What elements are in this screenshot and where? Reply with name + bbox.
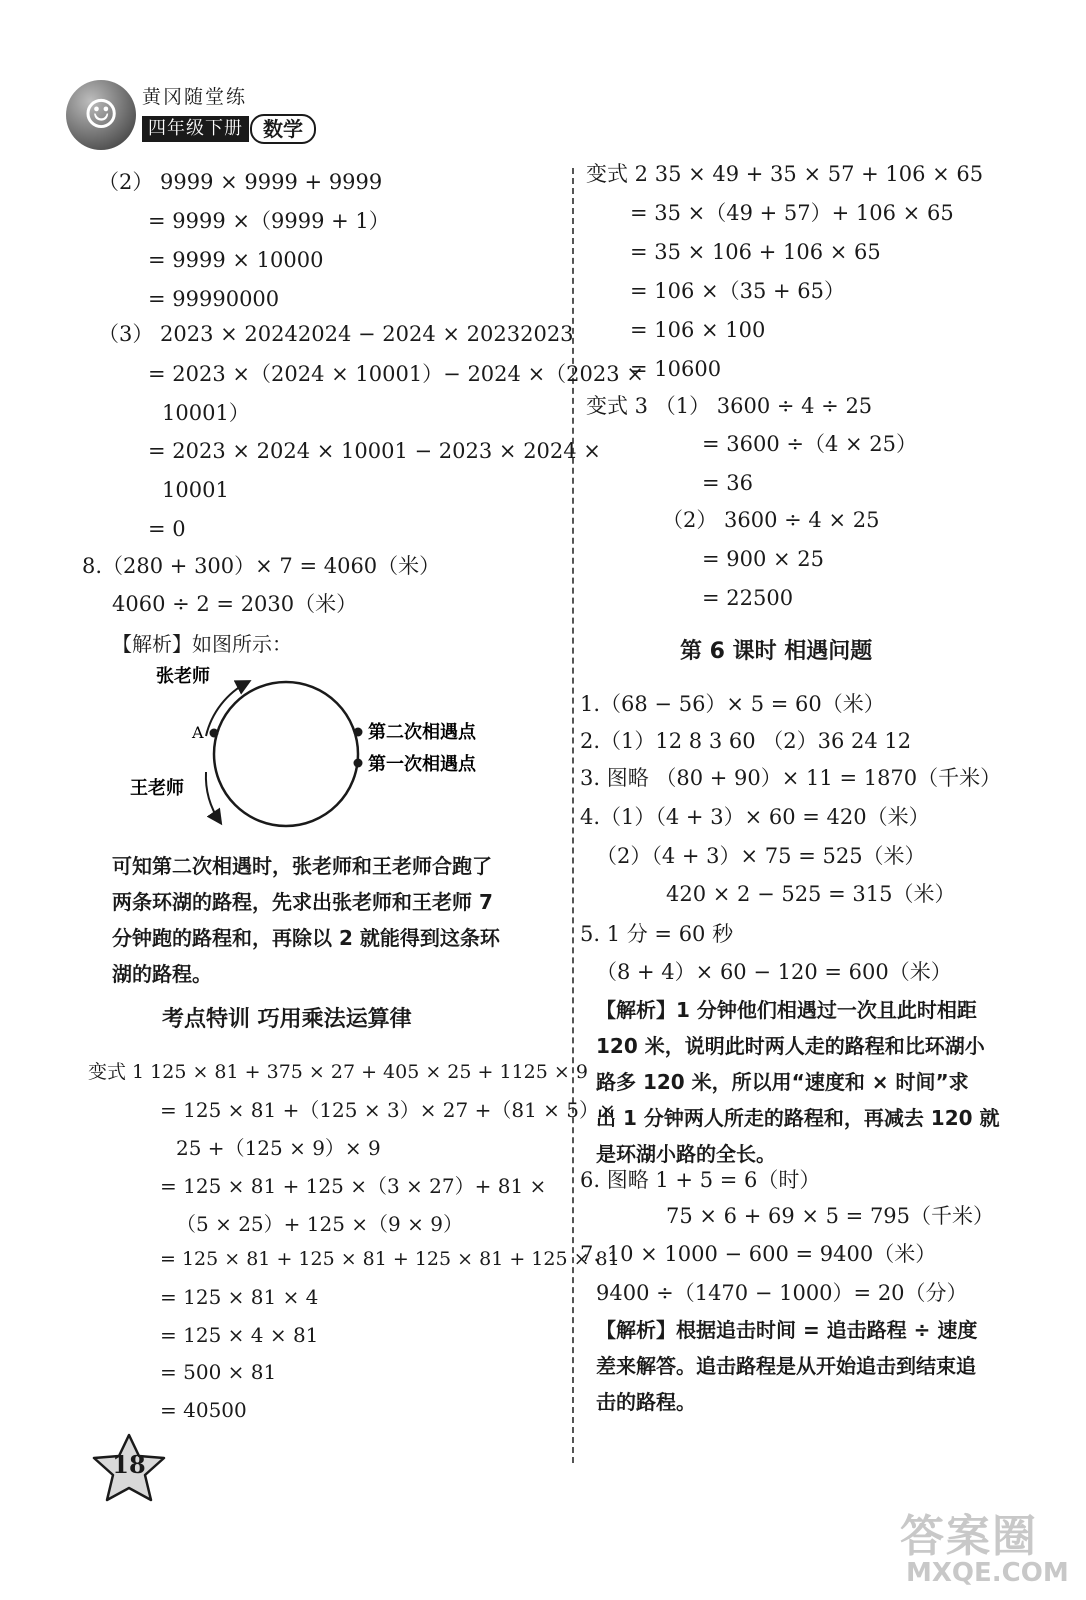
left-line: （3） 2023 × 20242024 − 2024 × 20232023 bbox=[98, 322, 574, 346]
right-line: （2）（4 + 3）× 75 = 525（米） bbox=[596, 844, 926, 868]
right-paragraph-line: 是环湖小路的全长。 bbox=[596, 1142, 776, 1166]
right-line: = 35 ×（49 + 57）+ 106 × 65 bbox=[630, 201, 954, 225]
left-paragraph-line: 可知第二次相遇时，张老师和王老师合跑了 bbox=[112, 854, 492, 878]
grade-label: 四年级下册 bbox=[142, 116, 249, 142]
section-heading: 考点特训 巧用乘法运算律 bbox=[162, 1007, 412, 1032]
left-line: = 0 bbox=[148, 517, 186, 541]
series-title: 黄冈随堂练 bbox=[142, 86, 248, 108]
lake-circle bbox=[214, 682, 358, 826]
teacher-zhang-label: 张老师 bbox=[156, 666, 210, 687]
first-meet-label: 第一次相遇点 bbox=[368, 754, 476, 775]
smiley-icon: ☺ bbox=[66, 80, 136, 150]
right-paragraph-line: 出 1 分钟两人所走的路程和，再减去 120 就 bbox=[596, 1106, 1000, 1130]
right-line: 420 × 2 − 525 = 315（米） bbox=[666, 882, 956, 906]
left-line: 8.（280 + 300）× 7 = 4060（米） bbox=[82, 554, 441, 578]
right-paragraph-line: 120 米，说明此时两人走的路程和比环湖小 bbox=[596, 1034, 985, 1058]
page-number: 18 bbox=[112, 1450, 146, 1479]
right-line: = 106 ×（35 + 65） bbox=[630, 279, 846, 303]
watermark-logo: 答案圈 bbox=[900, 1511, 1038, 1562]
right-line: 4.（1）（4 + 3）× 60 = 420（米） bbox=[580, 805, 930, 829]
right-line: = 35 × 106 + 106 × 65 bbox=[630, 240, 881, 264]
zhang-arrow bbox=[206, 682, 248, 736]
left-line: = 500 × 81 bbox=[160, 1360, 277, 1384]
right-line: 3. 图略 （80 + 90）× 11 = 1870（千米） bbox=[580, 766, 1002, 790]
left-line: = 9999 × 10000 bbox=[148, 248, 324, 272]
right-line: （2） 3600 ÷ 4 × 25 bbox=[662, 508, 880, 532]
right-line: 75 × 6 + 69 × 5 = 795（千米） bbox=[666, 1204, 995, 1228]
left-line: = 40500 bbox=[160, 1398, 247, 1422]
left-line: = 99990000 bbox=[148, 287, 280, 311]
right-paragraph-line: 击的路程。 bbox=[596, 1390, 696, 1414]
track-diagram bbox=[120, 660, 520, 840]
left-line: = 125 × 81 + 125 ×（3 × 27）+ 81 × bbox=[160, 1174, 547, 1198]
right-line: 2.（1）12 8 3 60 （2）36 24 12 bbox=[580, 729, 912, 753]
left-line: = 2023 × 2024 × 10001 − 2023 × 2024 × bbox=[148, 439, 601, 463]
watermark-url: MXQE.COM bbox=[906, 1558, 1069, 1588]
left-paragraph-line: 两条环湖的路程，先求出张老师和王老师 7 bbox=[112, 890, 493, 914]
point-a-dot bbox=[210, 729, 219, 738]
right-line: 变式 3 （1） 3600 ÷ 4 ÷ 25 bbox=[586, 394, 873, 418]
second-meet-label: 第二次相遇点 bbox=[368, 722, 476, 743]
book-logo bbox=[64, 78, 344, 168]
left-line: = 9999 ×（9999 + 1） bbox=[148, 209, 390, 233]
first-meet-dot bbox=[354, 759, 363, 768]
left-line: = 125 × 81 × 4 bbox=[160, 1285, 319, 1309]
second-meet-dot bbox=[354, 728, 363, 737]
point-a-label: A bbox=[192, 723, 204, 742]
left-line: = 125 × 81 +（125 × 3）× 27 +（81 × 5）× bbox=[160, 1098, 616, 1122]
watermark bbox=[900, 1500, 1070, 1596]
left-paragraph-line: 分钟跑的路程和，再除以 2 就能得到这条环 bbox=[112, 926, 500, 950]
subject-badge: 数学 bbox=[250, 114, 316, 144]
right-line: = 900 × 25 bbox=[702, 547, 825, 571]
right-paragraph-line: 【解析】1 分钟他们相遇过一次且此时相距 bbox=[596, 998, 977, 1022]
analysis-label: 【解析】如图所示： bbox=[112, 632, 292, 656]
left-line: 4060 ÷ 2 = 2030（米） bbox=[112, 592, 358, 616]
left-line: = 125 × 4 × 81 bbox=[160, 1323, 319, 1347]
right-line: （8 + 4）× 60 − 120 = 600（米） bbox=[596, 960, 952, 984]
right-line: 6. 图略 1 + 5 = 6（时） bbox=[580, 1168, 821, 1192]
left-paragraph-line: 湖的路程。 bbox=[112, 962, 212, 986]
right-line: = 10600 bbox=[630, 357, 722, 381]
right-line: 9400 ÷（1470 − 1000）= 20（分） bbox=[596, 1281, 968, 1305]
right-line: = 36 bbox=[702, 471, 753, 495]
left-line: 10001 bbox=[162, 478, 229, 502]
left-line: （5 × 25）+ 125 ×（9 × 9） bbox=[176, 1212, 463, 1236]
left-line: 25 +（125 × 9）× 9 bbox=[176, 1136, 381, 1160]
right-paragraph-line: 差来解答。追击路程是从开始追击到结束追 bbox=[596, 1354, 976, 1378]
right-line: 7. 10 × 1000 − 600 = 9400（米） bbox=[580, 1242, 937, 1266]
left-line: 10001） bbox=[162, 401, 250, 425]
left-line: 变式 1 125 × 81 + 375 × 27 + 405 × 25 + 1125 × 9 bbox=[88, 1061, 588, 1083]
left-line: = 125 × 81 + 125 × 81 + 125 × 81 + 125 × 81 bbox=[160, 1248, 620, 1270]
right-paragraph-line: 路多 120 米，所以用“速度和 × 时间”求 bbox=[596, 1070, 969, 1094]
teacher-wang-label: 王老师 bbox=[130, 778, 184, 799]
page-number-badge bbox=[90, 1432, 168, 1506]
left-line: （2） 9999 × 9999 + 9999 bbox=[98, 170, 383, 194]
right-line: 1.（68 − 56）× 5 = 60（米） bbox=[580, 692, 885, 716]
right-line: 5. 1 分 = 60 秒 bbox=[580, 922, 734, 946]
right-line: = 106 × 100 bbox=[630, 318, 766, 342]
right-line: = 3600 ÷（4 × 25） bbox=[702, 432, 918, 456]
right-line: = 22500 bbox=[702, 586, 794, 610]
lesson-heading: 第 6 课时 相遇问题 bbox=[680, 639, 873, 664]
right-paragraph-line: 【解析】根据追击时间 = 追击路程 ÷ 速度 bbox=[596, 1318, 978, 1342]
right-line: 变式 2 35 × 49 + 35 × 57 + 106 × 65 bbox=[586, 162, 984, 186]
left-line: = 2023 ×（2024 × 10001）− 2024 ×（2023 × bbox=[148, 362, 644, 386]
